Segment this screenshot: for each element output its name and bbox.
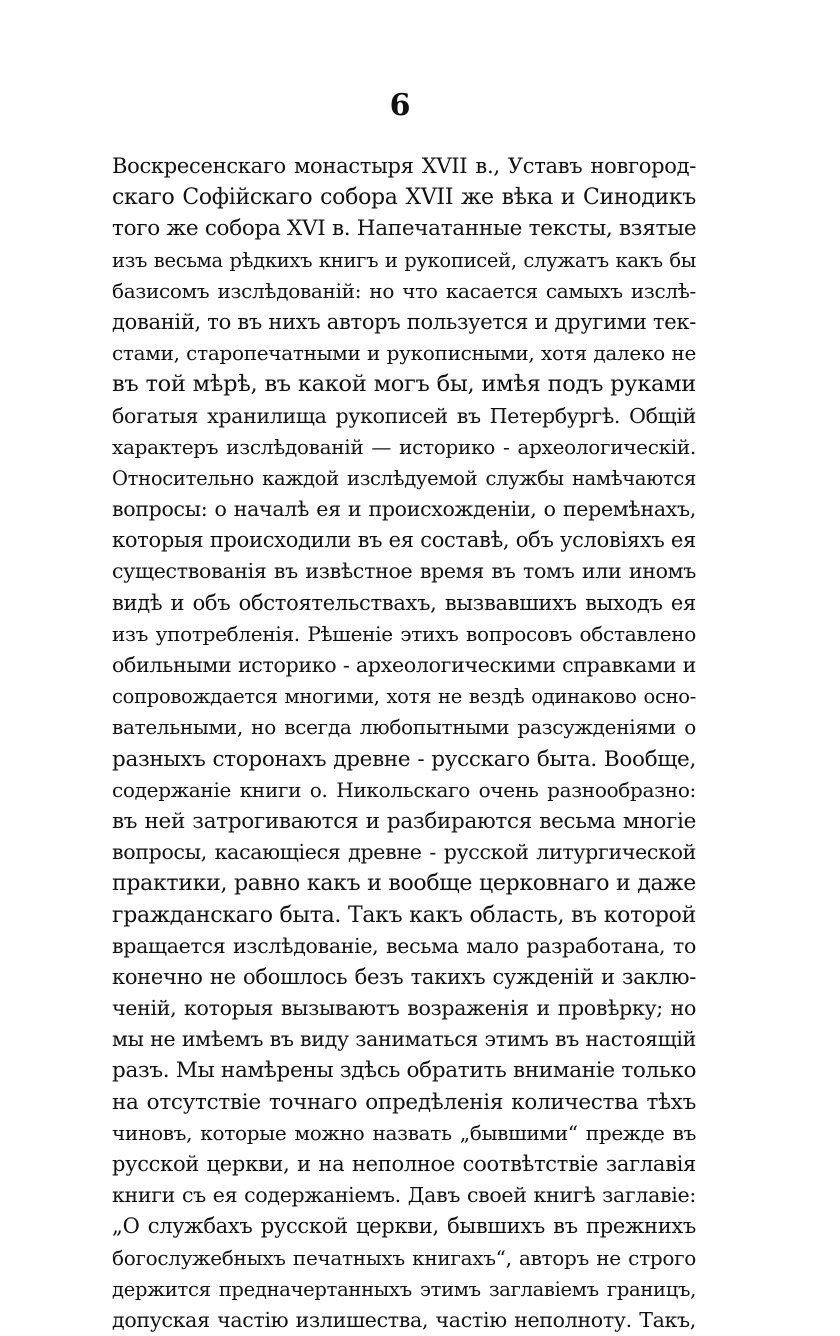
text-line: гражданскаго быта. Такъ какъ область, въ которой <box>112 902 696 928</box>
text-line: вопросы: о началѣ ея и происхожденіи, о перемѣнахъ, <box>112 497 696 522</box>
text-line: скаго Софійскаго собора XVII же вѣка и Синодикъ <box>112 185 696 211</box>
text-line: разныхъ сторонахъ древне - русскаго быта. Вообще, <box>112 746 696 772</box>
text-line: вращается изслѣдованіе, весьма мало разработана, то <box>112 933 696 958</box>
text-line: стами, старопечатными и рукописными, хотя далеко не <box>112 341 696 366</box>
text-line: чиновъ, которые можно назвать „бывшими“ прежде въ <box>112 1120 696 1145</box>
text-line: русской церкви, и на неполное соотвѣтствіе заглавія <box>112 1152 696 1176</box>
text-line: мы не имѣемъ въ виду заниматься этимъ въ настоящій <box>112 1027 696 1052</box>
text-line: въ ней затрогиваются и разбираются весьма многіе <box>112 808 696 834</box>
text-line: существованія въ извѣстное время въ томъ или иномъ <box>112 559 696 584</box>
text-line: богослужебныхъ печатныхъ книгахъ“, авторъ не строго <box>112 1245 696 1270</box>
text-line: сопровождается многими, хотя не вездѣ одинаково осно- <box>112 685 696 709</box>
text-line: которыя происходили въ ея составѣ, объ условіяхъ ея <box>112 528 696 553</box>
text-line: того же собора XVI в. Напечатанные тексты, взятые <box>112 216 697 242</box>
text-line: держится предначертанныхъ этимъ заглавіемъ границъ, <box>112 1277 696 1301</box>
text-line: видѣ и объ обстоятельствахъ, вызвавшихъ выходъ ея <box>112 590 696 615</box>
page-number: 6 <box>389 88 411 123</box>
text-line: конечно не обошлось безъ такихъ сужденій и заклю- <box>112 964 696 989</box>
text-line: вопросы, касающіеся древне - русской литургической <box>112 840 696 865</box>
text-line: книги съ ея содержаніемъ. Давъ своей книгѣ заглавіе: <box>112 1183 696 1208</box>
body-text <box>112 151 696 1336</box>
text-line: Воскресенскаго монастыря XVII в., Уставъ новгород- <box>112 154 696 178</box>
text-line: характеръ изслѣдованій — историко - археологическій. <box>112 434 696 459</box>
text-line: на отсутствіе точнаго опредѣленія количества тѣхъ <box>112 1089 696 1115</box>
text-line: разъ. Мы намѣрены здѣсь обратить вниманіе только <box>112 1058 697 1084</box>
text-line: дованій, то въ нихъ авторъ пользуется и другими тек- <box>112 309 696 334</box>
text-line: изъ употребленія. Рѣшеніе этихъ вопросовъ обставлено <box>112 621 696 646</box>
text-line: вательными, но всегда любопытными разсужденіями о <box>112 715 696 740</box>
text-line: базисомъ изслѣдованій: но что касается самыхъ изслѣ- <box>112 278 696 303</box>
text-line: Относительно каждой изслѣдуемой службы намѣчаются <box>112 466 696 490</box>
text-line: содержаніе книги о. Никольскаго очень разнообразно: <box>112 777 696 802</box>
text-line: „О службахъ русской церкви, бывшихъ въ прежнихъ <box>112 1214 696 1239</box>
text-line: практики, равно какъ и вообще церковнаго и даже <box>112 871 696 897</box>
text-line: допуская частію излишества, частію неполноту. Такъ, <box>112 1307 696 1332</box>
text-line: ченій, которыя вызываютъ возраженія и провѣрку; но <box>112 996 696 1021</box>
text-line: въ той мѣрѣ, въ какой могъ бы, имѣя подъ руками <box>112 371 696 398</box>
text-line: обильными историко - археологическими справками и <box>112 653 696 677</box>
text-line: богатыя хранилища рукописей въ Петербургѣ. Общій <box>112 403 696 428</box>
text-line: изъ весьма рѣдкихъ книгъ и рукописей, служатъ какъ бы <box>112 248 696 272</box>
